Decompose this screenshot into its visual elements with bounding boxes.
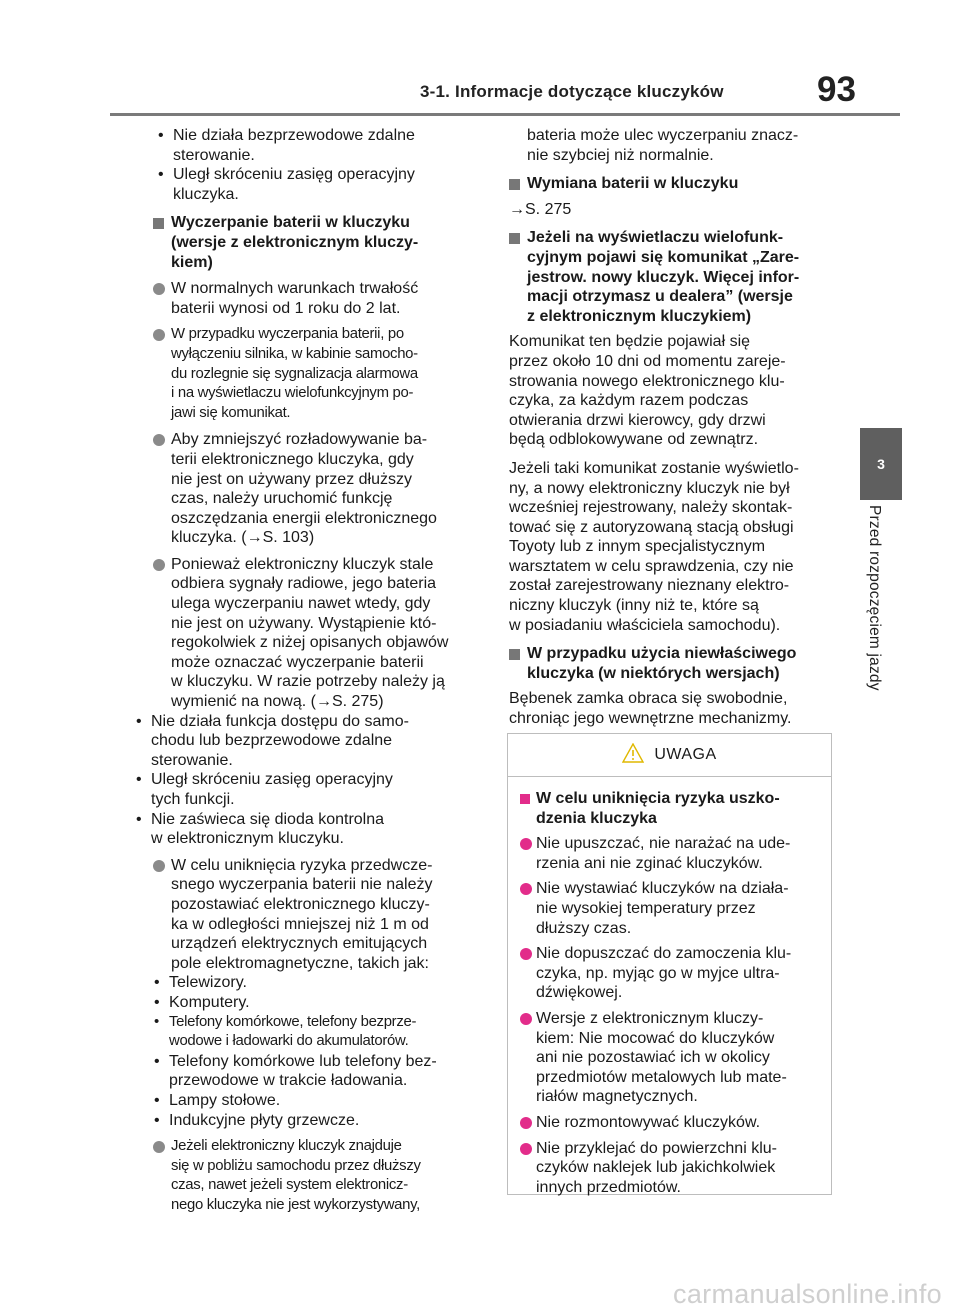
text-line: w elektronicznym kluczyku. (151, 830, 344, 848)
text-line: innych przedmiotów. (536, 1178, 681, 1196)
paragraph (509, 689, 839, 728)
text-line: został zarejestrowany nieznany elektro- (509, 577, 790, 595)
text-line: strowania nowego elektronicznego klu- (509, 372, 785, 390)
text-line: wymienić na nową. (→S. 275) (171, 693, 384, 711)
text-line: Jeżeli elektroniczny kluczyk znajduje (171, 1138, 402, 1155)
text-line: (wersje z elektronicznym kluczy- (171, 233, 419, 251)
text-line: Komunikat ten będzie pojawiał się (509, 333, 751, 351)
warning-item (520, 944, 821, 1003)
chapter-tab: 3 (860, 428, 902, 500)
text-line: Aby zmniejszyć rozładowywanie ba- (171, 431, 428, 449)
text-line: terii elektronicznego kluczyka, gdy (171, 450, 414, 468)
bullet-item (135, 770, 483, 809)
text-line: czyka, za każdym razem podczas (509, 392, 749, 410)
warning-header (508, 734, 831, 777)
text-line: nego kluczyka nie jest wykorzystywany, (171, 1196, 421, 1213)
text-line: • Telewizory. (169, 974, 247, 992)
info-item (153, 325, 483, 423)
text-line: się w pobliżu samochodu przez dłuższy (171, 1157, 421, 1174)
text-line: w kluczyku. W razie potrzeby należy ją (171, 673, 445, 691)
text-line: i na wyświetlaczu wielofunkcyjnym po- (171, 385, 414, 402)
text-line: • Nie działa bezprzewodowe zdalne (173, 127, 415, 144)
text-line: W przypadku użycia niewłaściwego (527, 645, 797, 663)
text-line: jestrow. nowy kluczyk. Więcej infor- (527, 268, 800, 286)
text-line: Wersje z elektronicznym kluczy- (536, 1009, 764, 1027)
continued-text (509, 126, 839, 165)
text-line: W celu uniknięcia ryzyka uszko- (536, 790, 780, 807)
text-line: cyjnym pojawi się komunikat „Zare- (527, 248, 800, 266)
text-line: macji otrzymasz u dealera” (wersje (527, 288, 793, 306)
text-line: wodowe i ładowarki do akumulatorów. (169, 1033, 409, 1050)
info-item (153, 279, 483, 318)
page-reference: →S. 275 (509, 200, 572, 218)
header-divider (110, 113, 900, 116)
info-text (171, 555, 483, 712)
text-line: Jeżeli na wyświetlaczu wielofunk- (527, 229, 784, 247)
text-line: dźwiękowej. (536, 984, 623, 1002)
text-line: czas, należy uruchomić funkcję (171, 490, 393, 508)
bullet-item (153, 1013, 483, 1052)
text-line: oszczędzania energii elektronicznego (171, 509, 437, 527)
text-line: • Nie działa funkcja dostępu do samo- (151, 712, 409, 730)
text-line: Wymiana baterii w kluczyku (527, 175, 739, 193)
text-line: ani nie pozostawiać ich w okolicy (536, 1049, 770, 1067)
text-line: chodu lub bezprzewodowe zdalne (151, 732, 393, 750)
right-column (509, 126, 839, 729)
text-line: Toyoty lub z innym specjalistycznym (509, 538, 766, 556)
text-line: ka w odległości mniejszej niż 1 m od (171, 915, 429, 933)
text-line: dłuższy czas. (536, 919, 632, 937)
text-line: bateria może ulec wyczerpaniu znacz- (527, 127, 799, 144)
left-column (153, 126, 483, 1215)
warning-triangle-icon (622, 743, 644, 768)
text-line: wyłączeniu silnika, w kabinie samocho- (171, 345, 418, 362)
warning-item (520, 1113, 821, 1133)
text-line: z elektronicznym kluczykiem) (527, 307, 752, 325)
text-line: w posiadaniu właściciela samochodu). (509, 616, 781, 634)
text-line: nie wysokiej temperatury przez (536, 899, 756, 917)
text-line: kiem) (171, 253, 213, 271)
bullet-item (153, 126, 483, 165)
bullet-item (153, 1052, 483, 1091)
warning-box (507, 733, 832, 1195)
bullet-item (153, 993, 483, 1013)
text-line: pozostawiać elektronicznego kluczy- (171, 895, 430, 913)
text-line: kluczyka. (→S. 103) (171, 529, 315, 547)
text-line: przedmiotów metalowych lub mate- (536, 1068, 787, 1086)
text-line: czas, nawet jeżeli system elektronicz- (171, 1177, 408, 1194)
text-line: otwierania drzwi kierowcy, gdy drzwi (509, 411, 766, 429)
text-line: tych funkcji. (151, 791, 235, 808)
text-line: niczny kluczyk (inny niż te, które są (509, 597, 759, 615)
text-line: nie szybciej niż normalnie. (527, 146, 714, 164)
page-number: 93 (817, 70, 856, 109)
bullet-item (135, 712, 483, 771)
text-line: wcześniej rejestrowany, należy skontak- (509, 499, 793, 517)
text-line: ny, a nowy elektroniczny kluczyk nie był (509, 479, 790, 497)
bullet-item (153, 165, 483, 204)
text-line: jawi się komunikat. (171, 404, 291, 421)
text-line: snego wyczerpania baterii nie należy (171, 876, 433, 894)
text-line: Jeżeli taki komunikat zostanie wyświetlo- (509, 459, 799, 477)
text-line: sterowanie. (173, 146, 255, 164)
text-line: • Uległ skróceniu zasięg operacyjny (173, 166, 415, 184)
text-line: sterowanie. (151, 751, 233, 769)
text-line: Wyczerpanie baterii w kluczyku (171, 214, 410, 232)
paragraph (509, 332, 839, 450)
text-line: du rozlegnie się sygnalizacja alarmowa (171, 365, 418, 382)
text-line: ulega wyczerpaniu nawet wtedy, gdy (171, 595, 431, 613)
info-item (153, 430, 483, 548)
text-line: • Komputery. (169, 993, 250, 1011)
text-line: W przypadku wyczerpania baterii, po (171, 326, 404, 343)
text-line: kluczyka. (173, 185, 239, 203)
text-line: Nie przyklejać do powierzchni klu- (536, 1139, 777, 1157)
text-line: • Telefony komórkowe lub telefony bez- (169, 1052, 437, 1070)
text-line: przez około 10 dni od momentu zareje- (509, 352, 786, 370)
text-line: może oznaczać wyczerpanie baterii (171, 653, 424, 671)
bullet-item (153, 973, 483, 993)
text-line: odbiera sygnały radiowe, jego bateria (171, 575, 437, 593)
warning-item (520, 879, 821, 938)
text-line: W celu uniknięcia ryzyka przedwcze- (171, 856, 433, 874)
text-line: nie jest on używany. Wystąpienie któ- (171, 614, 437, 632)
warning-item (520, 1139, 821, 1198)
text-line: • Uległ skróceniu zasięg operacyjny (151, 771, 393, 789)
bullet-item (153, 1091, 483, 1111)
text-line: przewodowe w trakcie ładowania. (169, 1072, 408, 1090)
text-line: Nie rozmontowywać kluczyków. (536, 1113, 761, 1131)
section-title: 3-1. Informacje dotyczące kluczyków (420, 82, 724, 101)
text-line: • Telefony komórkowe, telefony bezprze- (169, 1013, 417, 1030)
text-line: riałów magnetycznych. (536, 1088, 698, 1106)
text-line: chroniąc jego wewnętrzne mechanizmy. (509, 710, 792, 728)
text-line: czyków naklejek lub jakichkolwiek (536, 1159, 776, 1177)
bullet-item (153, 1111, 483, 1131)
text-line: regokolwiek z niżej opisanych objawów (171, 634, 449, 652)
text-line: dzenia kluczyka (536, 809, 657, 827)
warning-label: UWAGA (654, 746, 717, 763)
warning-body (508, 777, 831, 1197)
bullet-item (135, 810, 483, 849)
info-item (153, 1137, 483, 1215)
section-heading (509, 228, 839, 326)
watermark: carmanualsonline.info (673, 1279, 942, 1309)
text-line: będą odblokowywane od zewnątrz. (509, 431, 759, 449)
paragraph (509, 459, 839, 635)
text-line: nie jest on używany przez dłuższy (171, 470, 412, 488)
section-heading (509, 174, 839, 194)
text-line: Bębenek zamka obraca się swobodnie, (509, 690, 788, 708)
info-item (153, 856, 483, 974)
text-line: W normalnych warunkach trwałość (171, 280, 419, 298)
warning-item (520, 834, 821, 873)
text-line: Nie dopuszczać do zamoczenia klu- (536, 945, 792, 963)
text-line: • Indukcyjne płyty grzewcze. (169, 1111, 360, 1129)
section-heading (509, 644, 839, 683)
text-line: kluczyka (w niektórych wersjach) (527, 664, 780, 682)
text-line: pole elektromagnetyczne, takich jak: (171, 954, 429, 972)
text-line: • Nie zaświeca się dioda kontrolna (151, 810, 385, 828)
warning-heading (520, 789, 821, 828)
text-line: Nie upuszczać, nie narażać na ude- (536, 835, 791, 853)
text-line: warsztatem w celu sprawdzenia, czy nie (509, 557, 794, 575)
text-line: baterii wynosi od 1 roku do 2 lat. (171, 299, 401, 317)
text-line: Nie wystawiać kluczyków na działa- (536, 880, 789, 898)
text-line: urządzeń elektrycznych emitujących (171, 935, 428, 953)
text-line: czyka, np. myjąc go w myjce ultra- (536, 964, 780, 982)
chapter-label: Przed rozpoczęciem jazdy (866, 505, 883, 691)
text-line: • Lampy stołowe. (169, 1091, 281, 1109)
text-line: rzenia ani nie zginać kluczyków. (536, 854, 763, 872)
text-line: kiem: Nie mocować do kluczyków (536, 1029, 775, 1047)
text-line: Ponieważ elektroniczny kluczyk stale (171, 555, 434, 573)
section-heading (153, 213, 483, 272)
warning-item (520, 1009, 821, 1107)
text-line: tować się z autoryzowaną stacją obsługi (509, 518, 794, 536)
info-item (153, 555, 483, 712)
